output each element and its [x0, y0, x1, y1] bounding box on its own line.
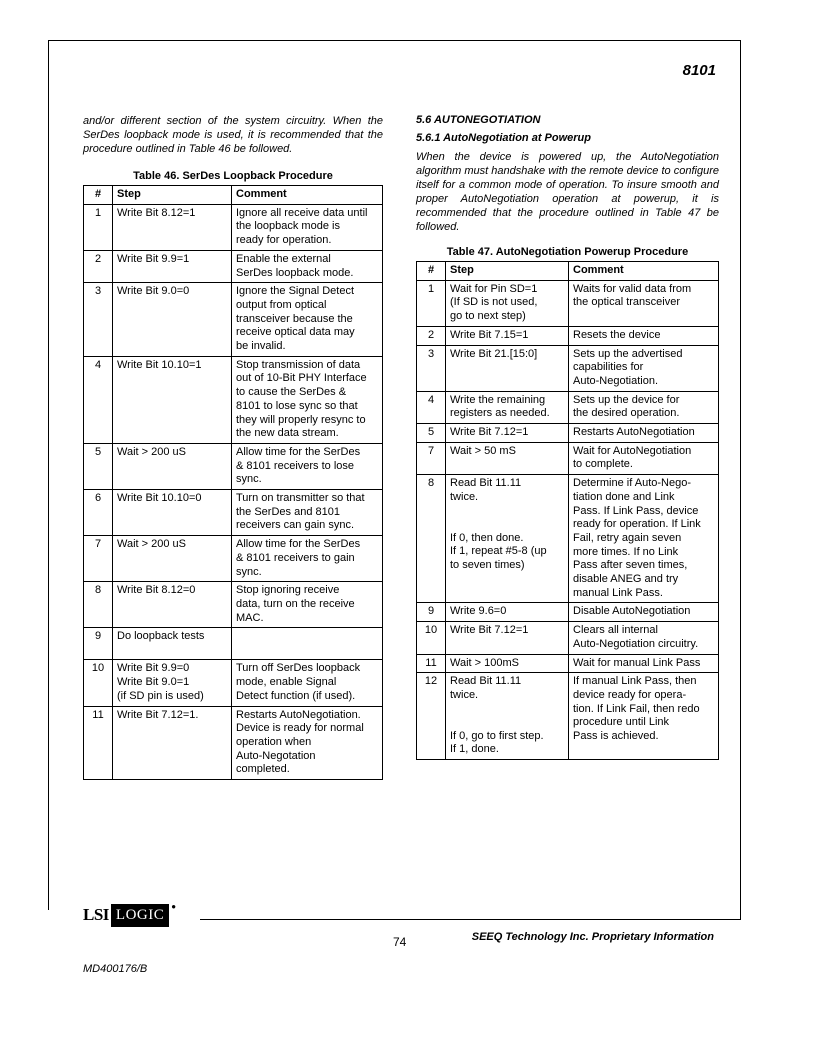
table-row — [417, 622, 719, 654]
comment-line: they will properly resync to — [236, 413, 366, 426]
row-number: 10 — [84, 660, 113, 706]
step-line: registers as needed. — [450, 407, 550, 420]
table47 — [416, 261, 719, 760]
row-number: 8 — [84, 582, 113, 628]
step-line — [450, 703, 565, 730]
row-number: 3 — [417, 345, 446, 391]
step-line: Write 9.6=0 — [450, 605, 507, 618]
comment-line: disable ANEG and try — [573, 573, 679, 586]
table-row — [84, 582, 383, 628]
comment-line: Detect function (if used). — [236, 689, 356, 702]
comment-line: Fail, retry again seven — [573, 531, 682, 544]
comment-line: Wait for manual Link Pass — [573, 656, 701, 669]
comment-line: Stop transmission of data — [236, 358, 361, 371]
row-step — [446, 326, 569, 345]
comment-line: Pass is achieved. — [573, 730, 659, 743]
row-comment — [232, 250, 383, 282]
step-line: Wait > 200 uS — [117, 538, 186, 551]
table46-header-step: Step — [113, 186, 232, 205]
row-number: 1 — [84, 204, 113, 250]
comment-line: Sets up the advertised — [573, 347, 683, 360]
page-number: 74 — [393, 935, 407, 949]
comment-line: Resets the device — [573, 328, 661, 341]
comment-line: capabilities for — [573, 361, 644, 374]
row-step — [446, 654, 569, 673]
subsection-title: 5.6.1 AutoNegotiation at Powerup — [416, 132, 591, 144]
step-line: go to next step) — [450, 310, 526, 323]
comment-line: Restarts AutoNegotiation — [573, 426, 695, 439]
right-column — [416, 114, 719, 760]
row-step — [113, 628, 232, 660]
step-line: Wait > 200 uS — [117, 445, 186, 458]
table47-header-comment: Comment — [569, 262, 719, 281]
comment-line: the loopback mode is — [236, 220, 340, 233]
row-number: 3 — [84, 283, 113, 357]
table46-caption: Table 46. SerDes Loopback Procedure — [133, 170, 333, 182]
right-intro-paragraph: When the device is powered up, the AutoNegotiation algorithm must handshake with the remote device to configure itself for a common mode of operation. To insure smooth and proper AutoNegotiation operation at powerup, it is recommended that the procedure outlined in Table 47 be followed. — [416, 151, 719, 233]
table-row — [417, 442, 719, 474]
comment-line: Waits for valid data from — [573, 282, 692, 295]
table-row — [417, 345, 719, 391]
step-line: Write Bit 9.9=1 — [117, 252, 190, 265]
proprietary-notice: SEEQ Technology Inc. Proprietary Information — [471, 931, 714, 943]
step-line: Do loopback tests — [117, 630, 205, 643]
comment-line: procedure until Link — [573, 716, 670, 729]
row-number: 2 — [84, 250, 113, 282]
table-row — [417, 475, 719, 603]
row-comment — [569, 280, 719, 326]
step-line: If 1, repeat #5-8 (up — [450, 545, 547, 558]
step-line: Write the remaining — [450, 393, 546, 406]
lsi-logic-logo — [83, 902, 176, 928]
row-step — [113, 283, 232, 357]
step-line: Wait > 50 mS — [450, 444, 516, 457]
comment-line: more times. If no Link — [573, 545, 679, 558]
logo-registered-mark: ● — [171, 902, 177, 911]
row-number: 4 — [417, 391, 446, 423]
comment-line: sync. — [236, 565, 262, 578]
comment-line — [236, 630, 379, 657]
table47-header-row — [417, 262, 719, 281]
step-line: Write Bit 7.12=1 — [450, 624, 529, 637]
table-row — [417, 424, 719, 443]
row-comment — [232, 204, 383, 250]
document-code: MD400176/B — [83, 963, 148, 975]
comment-line: SerDes loopback mode. — [236, 266, 354, 279]
comment-line: data, turn on the receive — [236, 597, 355, 610]
comment-line: to cause the SerDes & — [236, 386, 347, 399]
step-line — [450, 505, 565, 532]
comment-line: Disable AutoNegotiation — [573, 605, 691, 618]
row-comment — [232, 490, 383, 536]
comment-line: Determine if Auto-Nego- — [573, 477, 691, 490]
table-row — [417, 280, 719, 326]
row-comment — [569, 673, 719, 760]
comment-line: Stop ignoring receive — [236, 584, 340, 597]
row-step — [446, 622, 569, 654]
step-line: Wait for Pin SD=1 — [450, 282, 538, 295]
row-step — [446, 475, 569, 603]
row-comment — [569, 326, 719, 345]
table47-body — [417, 280, 719, 759]
step-line: If 1, done. — [450, 743, 499, 756]
comment-line: & 8101 receivers to gain — [236, 551, 355, 564]
row-comment — [569, 622, 719, 654]
step-line: If 0, go to first step. — [450, 729, 544, 742]
row-step — [446, 345, 569, 391]
row-step — [446, 603, 569, 622]
row-comment — [569, 654, 719, 673]
row-number: 9 — [417, 603, 446, 622]
step-line: Write Bit 10.10=0 — [117, 492, 202, 505]
comment-line: If manual Link Pass, then — [573, 675, 697, 688]
comment-line: receive optical data may — [236, 326, 355, 339]
comment-line: completed. — [236, 763, 290, 776]
comment-line: Turn on transmitter so that — [236, 492, 365, 505]
step-line: Write Bit 10.10=1 — [117, 358, 202, 371]
comment-line: ready for operation. — [236, 234, 332, 247]
row-number: 7 — [417, 442, 446, 474]
table46-header-row — [84, 186, 383, 205]
row-comment — [569, 603, 719, 622]
comment-line: manual Link Pass. — [573, 586, 663, 599]
logo-logic-text: LOGIC — [111, 904, 169, 927]
comment-line: the new data stream. — [236, 427, 339, 440]
comment-line: Allow time for the SerDes — [236, 538, 361, 551]
step-line: If 0, then done. — [450, 531, 524, 544]
step-line: twice. — [450, 688, 479, 701]
row-step — [113, 356, 232, 443]
row-number: 2 — [417, 326, 446, 345]
step-line: Write Bit 8.12=1 — [117, 206, 196, 219]
step-line: twice. — [450, 490, 479, 503]
comment-line: Auto-Negotiation circuitry. — [573, 637, 699, 650]
comment-line: to complete. — [573, 458, 633, 471]
comment-line: ready for operation. If Link — [573, 518, 701, 531]
table-row — [84, 356, 383, 443]
step-line: Write Bit 21.[15:0] — [450, 347, 538, 360]
row-number: 8 — [417, 475, 446, 603]
row-number: 11 — [417, 654, 446, 673]
row-number: 6 — [84, 490, 113, 536]
step-line: (If SD is not used, — [450, 296, 538, 309]
step-line: (if SD pin is used) — [117, 689, 204, 702]
row-number: 9 — [84, 628, 113, 660]
table-row — [417, 603, 719, 622]
comment-line: 8101 to lose sync so that — [236, 399, 358, 412]
row-step — [446, 280, 569, 326]
left-column — [83, 114, 383, 780]
row-step — [113, 536, 232, 582]
table-row — [84, 706, 383, 780]
comment-line: output from optical — [236, 298, 327, 311]
table-row — [417, 326, 719, 345]
comment-line: Auto-Negotiation. — [573, 374, 658, 387]
row-comment — [569, 442, 719, 474]
row-number: 1 — [417, 280, 446, 326]
table-row — [84, 250, 383, 282]
row-step — [113, 250, 232, 282]
document-number: 8101 — [682, 62, 716, 79]
row-comment — [232, 660, 383, 706]
comment-line: tion. If Link Fail, then redo — [573, 702, 700, 715]
comment-line: Ignore the Signal Detect — [236, 285, 355, 298]
step-line: Write Bit 9.9=0 — [117, 662, 190, 675]
comment-line: out of 10-Bit PHY Interface — [236, 372, 367, 385]
table-row — [84, 628, 383, 660]
step-line: Write Bit 8.12=0 — [117, 584, 196, 597]
step-line: Wait > 100mS — [450, 656, 519, 669]
table-row — [84, 443, 383, 489]
comment-line: Pass. If Link Pass, device — [573, 504, 699, 517]
comment-line: device ready for opera- — [573, 688, 687, 701]
row-step — [113, 204, 232, 250]
comment-line: Restarts AutoNegotiation. — [236, 708, 361, 721]
row-comment — [569, 391, 719, 423]
comment-line: the SerDes and 8101 — [236, 505, 340, 518]
comment-line: & 8101 receivers to lose — [236, 459, 355, 472]
section-title: 5.6 AUTONEGOTIATION — [416, 114, 541, 126]
step-line: Write Bit 9.0=0 — [117, 285, 190, 298]
comment-line: Turn off SerDes loopback — [236, 662, 361, 675]
comment-line: the optical transceiver — [573, 296, 680, 309]
comment-line: Clears all internal — [573, 624, 658, 637]
step-line: to seven times) — [450, 558, 525, 571]
step-line: Write Bit 7.15=1 — [450, 328, 529, 341]
row-number: 5 — [84, 443, 113, 489]
row-step — [446, 424, 569, 443]
table47-header-step: Step — [446, 262, 569, 281]
comment-line: Auto-Negotation — [236, 749, 316, 762]
logo-lsi-text: LSI — [83, 905, 109, 924]
row-number: 4 — [84, 356, 113, 443]
table47-caption: Table 47. AutoNegotiation Powerup Procedure — [446, 246, 689, 258]
step-line: Write Bit 7.12=1 — [450, 426, 529, 439]
row-number: 11 — [84, 706, 113, 780]
comment-line: MAC. — [236, 611, 264, 624]
row-step — [446, 673, 569, 760]
row-step — [113, 443, 232, 489]
table46-body — [84, 204, 383, 779]
row-step — [446, 442, 569, 474]
row-number: 7 — [84, 536, 113, 582]
row-comment — [232, 536, 383, 582]
table-row — [84, 490, 383, 536]
comment-line: receivers can gain sync. — [236, 519, 354, 532]
comment-line: Wait for AutoNegotiation — [573, 444, 692, 457]
comment-line: Allow time for the SerDes — [236, 445, 361, 458]
row-comment — [232, 283, 383, 357]
row-number: 5 — [417, 424, 446, 443]
step-line: Write Bit 7.12=1. — [117, 708, 199, 721]
comment-line: sync. — [236, 473, 262, 486]
row-step — [113, 490, 232, 536]
comment-line: mode, enable Signal — [236, 676, 337, 689]
table46-header-num: # — [84, 186, 113, 205]
table46-header-comment: Comment — [232, 186, 383, 205]
table-row — [84, 283, 383, 357]
table47-header-num: # — [417, 262, 446, 281]
row-step — [113, 582, 232, 628]
table-row — [417, 673, 719, 760]
row-comment — [569, 424, 719, 443]
row-number: 10 — [417, 622, 446, 654]
table-row — [84, 204, 383, 250]
row-comment — [232, 356, 383, 443]
row-step — [446, 391, 569, 423]
comment-line: Device is ready for normal — [236, 722, 364, 735]
comment-line: be invalid. — [236, 340, 286, 353]
step-line: Read Bit 11.11 — [450, 675, 522, 688]
table-row — [417, 391, 719, 423]
comment-line: the desired operation. — [573, 407, 680, 420]
table-row — [84, 536, 383, 582]
table-row — [84, 660, 383, 706]
comment-line: operation when — [236, 735, 312, 748]
row-step — [113, 660, 232, 706]
row-comment — [232, 582, 383, 628]
row-comment — [232, 706, 383, 780]
step-line: Read Bit 11.11 — [450, 477, 522, 490]
comment-line: Enable the external — [236, 252, 331, 265]
comment-line: Sets up the device for — [573, 393, 680, 406]
row-comment — [232, 443, 383, 489]
comment-line: transceiver because the — [236, 312, 353, 325]
comment-line: Pass after seven times, — [573, 559, 688, 572]
row-step — [113, 706, 232, 780]
comment-line: Ignore all receive data until — [236, 206, 368, 219]
row-number: 12 — [417, 673, 446, 760]
row-comment — [569, 475, 719, 603]
table46 — [83, 185, 383, 780]
left-intro-paragraph: and/or different section of the system circuitry. When the SerDes loopback mode is used, it is recommended that the procedure outlined in Table 46 be followed. — [83, 115, 383, 155]
table-row — [417, 654, 719, 673]
comment-line: tiation done and Link — [573, 490, 675, 503]
step-line: Write Bit 9.0=1 — [117, 676, 190, 689]
row-comment — [569, 345, 719, 391]
row-comment — [232, 628, 383, 660]
